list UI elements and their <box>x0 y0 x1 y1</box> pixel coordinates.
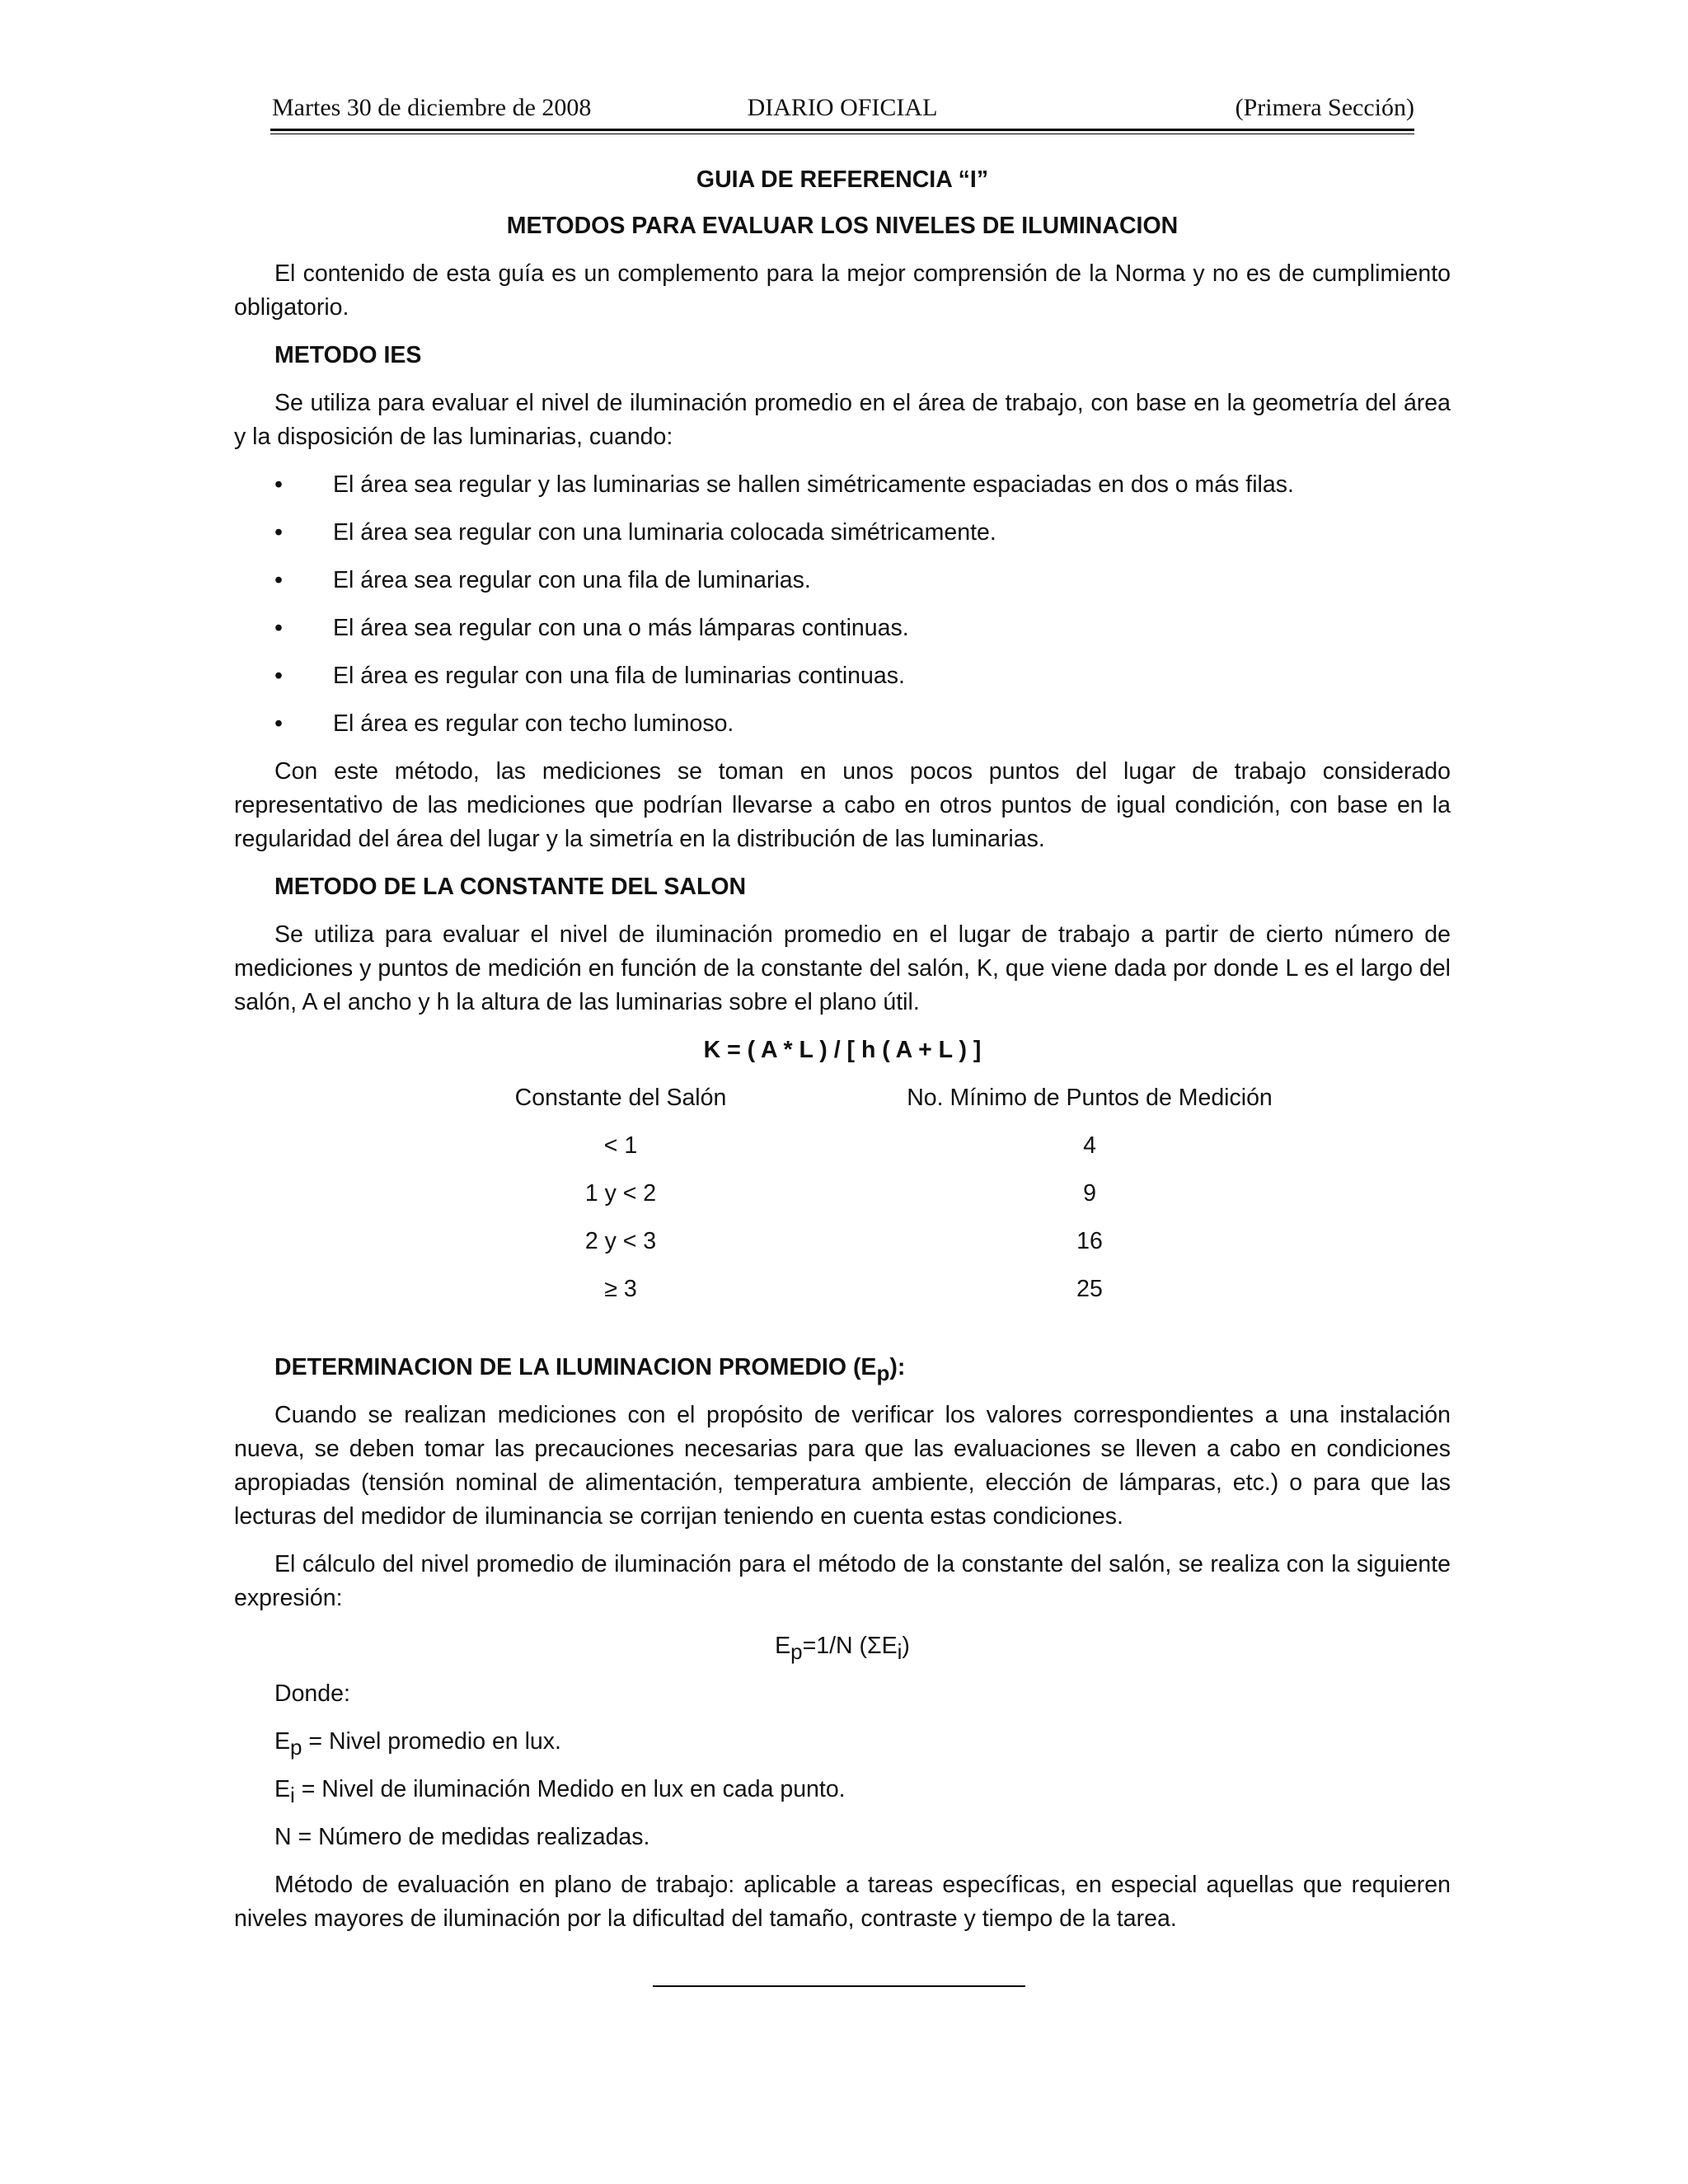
table-cell: 1 y < 2 <box>584 1180 657 1207</box>
definition-n: N = Número de medidas realizadas. <box>274 1824 650 1850</box>
table-row <box>399 1129 1312 1177</box>
bullet-icon: • <box>274 567 283 593</box>
table-header-cell: No. Mínimo de Puntos de Medición <box>907 1085 1273 1111</box>
list-item: • El área sea regular con una luminaria colocada simétricamente. <box>234 516 1451 550</box>
constante-heading: METODO DE LA CONSTANTE DEL SALON <box>274 874 747 900</box>
table-cell: ≥ 3 <box>604 1276 637 1302</box>
header-rule-thick <box>270 129 1414 131</box>
bullet-icon: • <box>274 710 283 737</box>
promedio-paragraph-2: El cálculo del nivel promedio de iluminación para el método de la constante del salón, se realiza con la siguiente expresión: <box>234 1551 1451 1611</box>
donde-label: Donde: <box>274 1680 350 1707</box>
list-item: • El área sea regular con una o más lámparas continuas. <box>234 612 1451 645</box>
promedio-paragraph-1: Cuando se realizan mediciones con el propósito de verificar los valores correspondientes a una instalación nueva, se deben tomar las precauciones necesarias para que las evaluaciones se lleven a cabo en condiciones apropiadas (tensión nominal de alimentación, temperatura ambiente, elección de lámparas, etc.) o para que las lecturas del medidor de iluminancia se corrijan teniendo en cuenta estas condiciones. <box>234 1402 1451 1530</box>
ies-bullet-list <box>234 468 1451 741</box>
document-body <box>234 163 1451 1936</box>
table-cell: 4 <box>1083 1132 1096 1159</box>
intro-paragraph: El contenido de esta guía es un complemento para la mejor comprensión de la Norma y no es de cumplimiento obligatorio. <box>234 260 1451 321</box>
table-row <box>399 1225 1312 1272</box>
ep-formula: $E_p=1/N$ $(\Sigma E_i)$ <box>775 1633 910 1664</box>
list-item: • El área sea regular y las luminarias se hallen simétricamente espaciadas en dos o más filas. <box>234 468 1451 502</box>
table-cell: 2 y < 3 <box>584 1228 657 1254</box>
header-date: Martes 30 de diciembre de 2008 <box>272 94 592 121</box>
ies-closing-paragraph: Con este método, las mediciones se toman en unos pocos puntos del lugar de trabajo considerado representativo de las mediciones que podrían llevarse a cabo en otros puntos de igual condición, con base en la regularidad del área del lugar y la simetría en la distribución de las luminarias. <box>234 758 1451 852</box>
table-cell: 16 <box>1076 1228 1103 1254</box>
plano-paragraph: Método de evaluación en plano de trabajo: aplicable a tareas específicas, en especial aquellas que requieren niveles mayores de iluminación por la dificultad del tamaño, contraste y tiempo de la tarea. <box>234 1872 1451 1932</box>
promedio-heading: DETERMINACION DE LA ILUMINACION PROMEDIO $(E_p)$: <box>274 1354 906 1385</box>
bullet-icon: • <box>274 519 283 546</box>
bullet-icon: • <box>274 663 283 689</box>
table-header-cell: Constante del Salón <box>514 1085 727 1111</box>
table-cell: 9 <box>1083 1180 1096 1207</box>
table-cell: 25 <box>1076 1276 1103 1302</box>
table-header-row <box>399 1081 1312 1129</box>
header-section: (Primera Sección) <box>1235 94 1414 121</box>
list-item: • El área sea regular con una fila de luminarias. <box>234 564 1451 598</box>
list-item: • El área es regular con una fila de luminarias continuas. <box>234 659 1451 693</box>
bullet-icon: • <box>274 471 283 498</box>
bullet-icon: • <box>274 615 283 641</box>
k-formula: K = ( A * L ) / [ h ( A + L ) ] <box>703 1037 982 1063</box>
definition-ep: $E_p$ = Nivel promedio en lux. <box>274 1728 561 1760</box>
ies-paragraph: Se utiliza para evaluar el nivel de iluminación promedio en el área de trabajo, con base en la geometría del área y la disposición de las luminarias, cuando: <box>234 390 1451 450</box>
definition-ei: $E_i$ = Nivel de iluminación Medido en lux en cada punto. <box>274 1776 846 1807</box>
end-rule <box>653 1985 1025 1987</box>
table-row <box>399 1272 1312 1320</box>
table-row <box>399 1177 1312 1225</box>
guide-title: GUIA DE REFERENCIA “I” <box>696 166 989 193</box>
guide-subtitle: METODOS PARA EVALUAR LOS NIVELES DE ILUMINACION <box>506 213 1179 239</box>
table-cell: < 1 <box>603 1132 638 1159</box>
constante-paragraph: Se utiliza para evaluar el nivel de iluminación promedio en el lugar de trabajo a partir de cierto número de mediciones y puntos de medición en función de la constante del salón, K, que viene dada por donde L es el largo del salón, A el ancho y h la altura de las luminarias sobre el plano útil. <box>234 921 1451 1015</box>
measurement-points-table <box>399 1081 1312 1320</box>
list-item: • El área es regular con techo luminoso. <box>234 707 1451 741</box>
header-publication: DIARIO OFICIAL <box>747 94 938 121</box>
ies-heading: METODO IES <box>274 342 422 368</box>
